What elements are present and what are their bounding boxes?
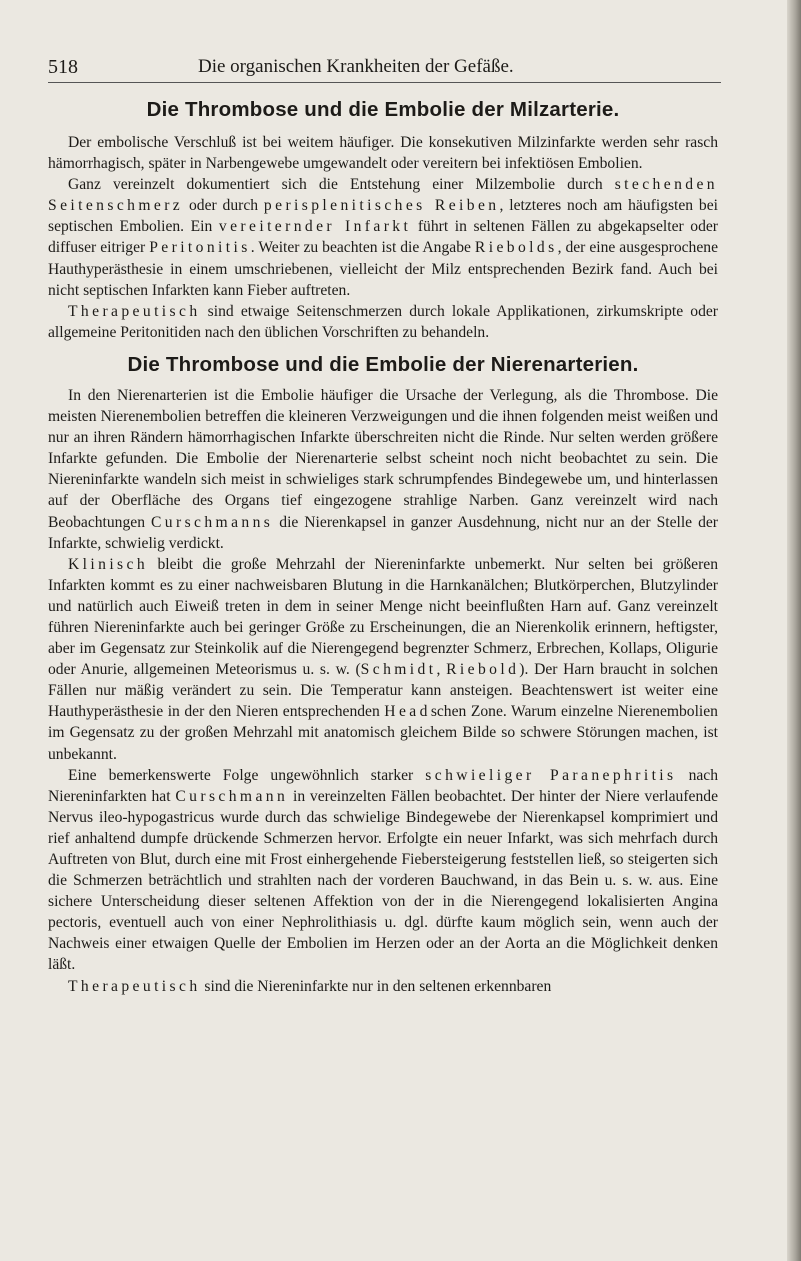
page-body (48, 98, 718, 997)
running-title: Die organischen Krankheiten der Gefäße. (198, 56, 514, 77)
paragraph (48, 765, 718, 976)
section-body-milzarterie (48, 132, 718, 343)
paragraph (48, 976, 718, 997)
text-run: oder durch (183, 197, 264, 215)
text-run: bleibt die große Mehrzahl der Niereninfarkte unbemerkt. Nur selten bei größeren Infarkten kommt es zu einer nachweisbaren Blutung in die Harnkanälchen; Blutkörperchen, Blutzylinder und natürlich auch Eiweiß treten in dem in seiner Menge nicht beeinflußten Harn auf. Ganz vereinzelt führen Niereninfarkte auch bei geringer Größe zu Erscheinungen, die an Nierenkolik erinnern, heftigster, aber im Gegensatz zur Steinkolik auf die Nierengegend begrenzter Schmerz, Erbrechen, Kollaps, Oligurie oder Anurie, allgemeinen Meteorismus u. s. w. ( (48, 555, 718, 679)
text-run: , letzteres noch am häufigsten bei septischen Embolien. Ein (48, 197, 718, 236)
paragraph (48, 554, 718, 765)
section-title-milzarterie: Die Thrombose und die Embolie der Milzarterie. (146, 98, 620, 121)
text-run: sind etwaige Seitenschmerzen durch lokale Applikationen, zirkumskripte oder allgemeine Peritonitiden nach den üblichen Vorschriften zu behandeln. (48, 302, 718, 341)
text-run: , der eine ausgesprochene Hauthyperästhesie in einem umschriebenen, vielleicht der Milz entsprechenden Bezirk fand. Auch bei nicht septischen Infarkten kann Fieber auftreten. (48, 239, 718, 299)
spaced-emphasis: vereiternder Infarkt (218, 218, 412, 236)
text-run: . Weiter zu beachten ist die Angabe (250, 239, 475, 257)
text-run: Ganz vereinzelt dokumentiert sich die Entstehung einer Milzembolie durch (68, 176, 615, 194)
spaced-emphasis: Therapeutisch (68, 302, 201, 320)
section-title-nierenarterien: Die Thrombose und die Embolie der Nierenarterien. (127, 352, 639, 376)
paragraph (48, 301, 718, 343)
spaced-emphasis: schwieliger Paranephritis (425, 766, 677, 784)
spaced-emphasis: Schmidt (360, 661, 437, 679)
text-run: in vereinzelten Fällen beobachtet. Der hinter der Niere verlaufende Nervus ileo-hypogastricus wurde durch das schwielige Bindegewebe der Nierenkapsel komprimiert und rief anhaltend dumpfe drückende Schmerzen hervor. Erfolgte ein neuer Infarkt, was sich mehrfach durch Auftreten von Blut, durch eine mit Frost einhergehende Fiebersteigerung feststellen ließ, so steigerten sich die Schmerzen beträchtlich und strahlten nach der vorderen Bauchwand, in das Bein u. s. w. aus. Eine sichere Unterscheidung dieser seltenen Affektion von der in die Nierengegend lokalisierten Angina pectoris, eventuell auch von einer Nephrolithiasis u. dgl. dürfte kaum möglich sein, wenn auch der Nachweis einer etwaigen Quelle der Embolien im Herzen oder an der Aorta an die Möglichkeit denken läßt. (48, 787, 718, 974)
text-run: führt in seltenen Fällen zu abgekapselter oder diffuser eitriger (48, 218, 718, 257)
text-run: schen Zone. Warum einzelne Nierenembolien im Gegensatz zu der großen Mehrzahl mit anatomisch gleichem Bilde so schwere Störungen machen, ist unbekannt. (48, 703, 718, 763)
page-number: 518 (48, 56, 78, 78)
text-run: die Nierenkapsel in ganzer Ausdehnung, nicht nur an der Stelle der Infarkte, schwielig verdickt. (48, 513, 718, 552)
spaced-emphasis: Riebolds (474, 239, 558, 257)
text-run: Der embolische Verschluß ist bei weitem häufiger. Die konsekutiven Milzinfarkte werden sehr rasch hämorrhagisch, später in Narbengewebe umgewandelt oder vereitern bei infektiösen Embolien. (48, 134, 718, 173)
paragraph (48, 174, 718, 301)
spaced-emphasis: Curschmann (175, 787, 289, 805)
text-run: sind die Niereninfarkte nur in den seltenen erkennbaren (200, 977, 552, 995)
page-edge-shadow (787, 0, 801, 1261)
spaced-emphasis: Riebold (446, 661, 520, 679)
paragraph (48, 385, 718, 554)
text-run: In den Nierenarterien ist die Embolie häufiger die Ursache der Verlegung, als die Thrombose. Die meisten Nierenembolien betreffen die kleineren Verzweigungen und die ihnen folgenden meist weißen und nur an ihren Rändern hämorrhagischen Infarkte überschreiten nicht die Rinde. Nur selten werden größere Infarkte gefunden. Die Embolie der Nierenarterie selbst scheint noch nicht beobachtet zu sein. Die Niereninfarkte wandeln sich meist in schwieliges stark schrumpfendes Bindegewebe um, und hinterlassen auf der Oberfläche des Organs tief eingezogene strahlige Narben. Ganz vereinzelt wird nach Beobachtungen (48, 386, 718, 531)
spaced-emphasis: stechenden Seitenschmerz (48, 176, 718, 215)
paragraph (48, 132, 718, 174)
page-header (48, 52, 721, 83)
spaced-emphasis: perisplenitisches Reiben (263, 197, 500, 215)
text-run: nach Niereninfarkten hat (48, 766, 718, 805)
text-run: ). Der Harn braucht in solchen Fällen nur mäßig verändert zu sein. Die Temperatur kann ansteigen. Beachtenswert ist weiter eine Hauthyperästhesie in der den Nieren entsprechenden (48, 661, 719, 721)
spaced-emphasis: Klinisch (68, 555, 149, 573)
spaced-emphasis: Peritonitis (149, 239, 251, 257)
spaced-emphasis: Head (384, 703, 431, 721)
spaced-emphasis: Therapeutisch (68, 977, 201, 995)
spaced-emphasis: Curschmanns (150, 513, 274, 531)
section-body-nierenarterien (48, 385, 718, 997)
text-run: , (436, 661, 447, 679)
text-run: Eine bemerkenswerte Folge ungewöhnlich starker (68, 766, 426, 784)
